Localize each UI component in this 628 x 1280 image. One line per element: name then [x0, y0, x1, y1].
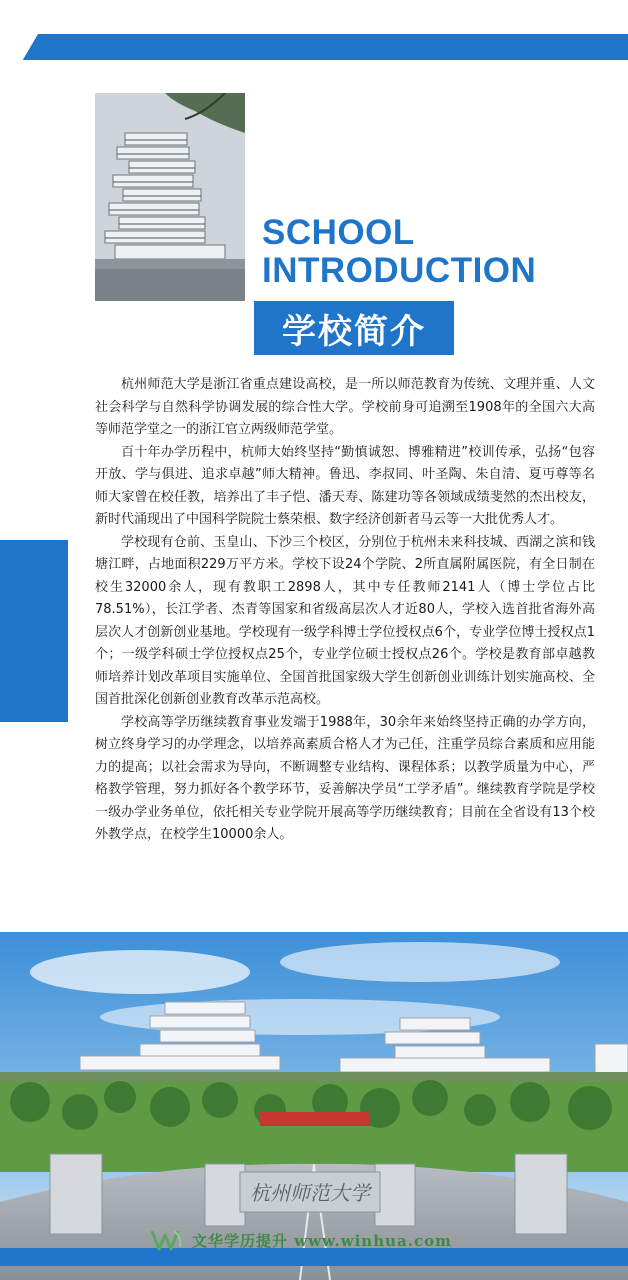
title-en-line1: SCHOOL: [262, 213, 415, 252]
paragraph: 百十年办学历程中，杭师大始终坚持“勤慎诚恕、博雅精进”校训传承，弘扬“包容开放、学与俱进、追求卓越”师大精神。鲁迅、李叔同、叶圣陶、朱自清、夏丏尊等名师大家曾在校任教，培养出了丰子恺、潘天寿、陈建功等各领域成绩斐然的杰出校友，新时代涌现出了中国科学院院士蔡荣根、数字经济创新者马云等一大批优秀人才。: [95, 444, 595, 527]
title-chinese-box: [254, 301, 454, 355]
wenhua-logo-icon: [150, 1227, 184, 1253]
side-blue-block: [0, 540, 68, 722]
watermark-text: 文华学历提升 www.winhua.com: [192, 1231, 452, 1250]
building-photo: [95, 93, 245, 301]
gate-sign-text: 杭州师范大学: [250, 1181, 370, 1205]
top-blue-band: [0, 34, 628, 60]
watermark: [150, 1226, 452, 1254]
title-chinese: 学校简介: [282, 311, 426, 352]
intro-body: [95, 374, 595, 847]
paragraph: 学校现有仓前、玉皇山、下沙三个校区，分别位于杭州未来科技城、西湖之滨和钱塘江畔，占地面积229万平方米。学校下设24个学院、2所直属附属医院，有全日制在校生32000余人，现有教职工2898人，其中专任教师2141人（博士学位占比78.51%），长江学者、杰青等国家和省级高层次人才近80人，学校入选首批省海外高层次人才创新创业基地。学校现有一级学科博士学位授权点6个，专业学位博士授权点1个；一级学科硕士学位授权点25个，专业学位硕士授权点26个。学校是教育部卓越教师培养计划改革项目实施单位、全国首批国家级大学生创新创业训练计划实施高校、全国首批深化创新创业教育改革示范高校。: [95, 534, 595, 707]
paragraph: 学校高等学历继续教育事业发端于1988年，30余年来始终坚持正确的办学方向，树立终身学习的办学理念，以培养高素质合格人才为己任，注重学员综合素质和应用能力的提高；以社会需求为导向，不断调整专业结构、课程体系；以教学质量为中心，严格教学管理，努力抓好各个教学环节，妥善解决学员“工学矛盾”。继续教育学院是学校一级办学业务单位，依托相关专业学院开展高等学历继续教育；目前在全省设有13个校外教学点，在校学生10000余人。: [95, 714, 595, 842]
paragraph: 杭州师范大学是浙江省重点建设高校，是一所以师范教育为传统、文理并重、人文社会科学与自然科学协调发展的综合性大学。学校前身可追溯至1908年的全国六大高等师范学堂之一的浙江官立两级师范学堂。: [95, 377, 595, 437]
title-en-line2: INTRODUCTION: [262, 251, 537, 290]
title-english: [262, 214, 536, 290]
